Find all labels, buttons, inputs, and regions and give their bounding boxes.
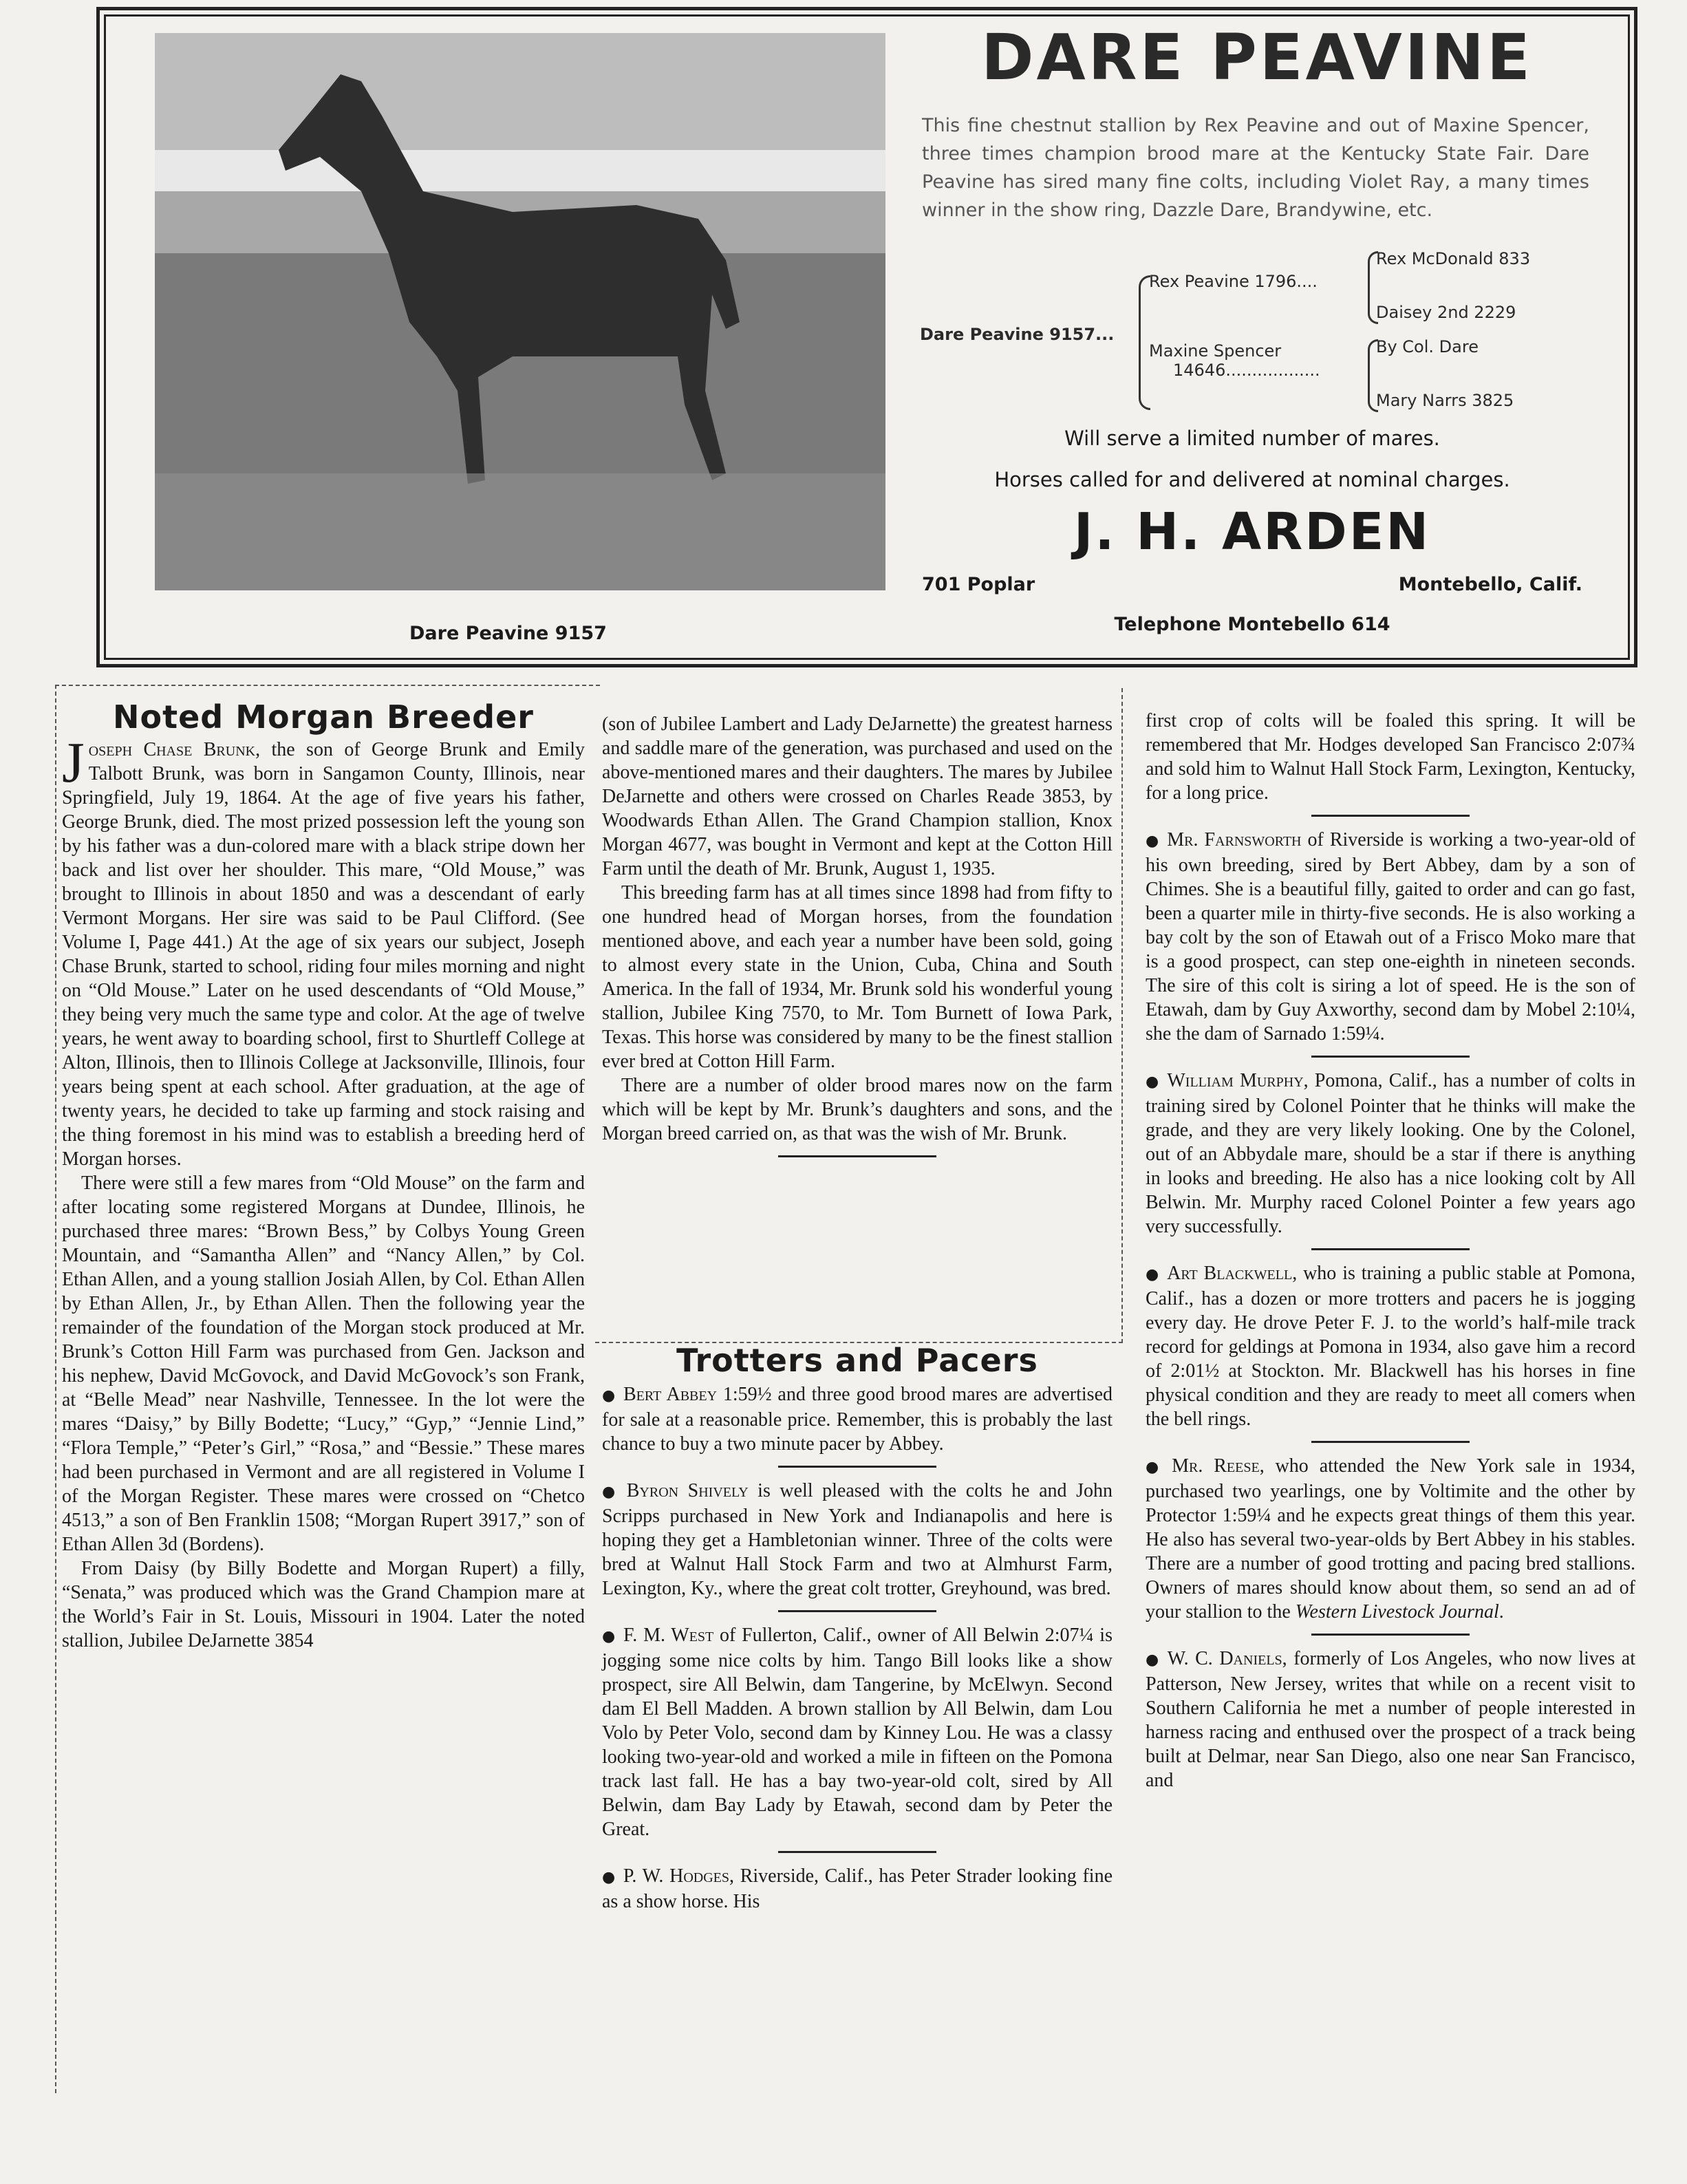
- journal-name: Western Livestock Journal: [1295, 1601, 1499, 1623]
- bullet-icon: ●: [602, 1484, 620, 1501]
- item-name: William Murphy: [1167, 1070, 1304, 1091]
- bullet-icon: ●: [1146, 833, 1161, 850]
- news-item: [1146, 1069, 1635, 1239]
- bullet-icon: ●: [1146, 1073, 1161, 1091]
- bullet-icon: ●: [1146, 1459, 1165, 1476]
- divider: [1311, 1441, 1470, 1443]
- item-name: Byron Shively: [626, 1480, 749, 1501]
- item-text: , Pomona, Calif., has a number of colts in training sired by Colonel Pointer that he thinks will make the grade, and they are very likely looking. One by the Colonel, out of an Abbydale mare, should be a star if there is anything in looks and breeding. He also has a nice looking colt by All Belwin. Mr. Murphy raced Colonel Pointer a few years ago very successfully.: [1146, 1070, 1635, 1237]
- paragraph-text: , the son of George Brunk and Emily Talbott Brunk, was born in Sangamon County, Illinois, near Springfield, July 19, 1864. At the age of five years his father, George Brunk, died. The most prized possession left the young son by his father was a dun-colored mare with a black stripe down her back and list over her shoulder. This mare, “Old Mouse,” was brought to Illinois in about 1850 and was a descendant of early Vermont Morgans. Her sire was said to be Paul Clifford. (See Volume I, Page 441.) At the age of six years our subject, Joseph Chase Brunk, started to school, riding four miles morning and night on “Old Mouse.” Later on he used descendants of “Old Mouse,” they being very much the same type and color. At the age of twelve years, he went away to boarding school, first to Shurtleff College at Alton, Illinois, then to Illinois College at Jacksonville, Illinois, four years being spent at each school. After graduation, at the age of twenty years, he decided to take up farming and stock raising and the thing foremost in his mind was to establish a breeding herd of Morgan horses.: [62, 739, 585, 1170]
- article-paragraph: [62, 731, 585, 1171]
- news-item: [602, 1623, 1113, 1841]
- article-paragraph: From Daisy (by Billy Bodette and Morgan Rupert) a filly, “Senata,” was produced which was the Grand Champion mare at the World’s Fair in St. Louis, Missouri in 1904. Later the noted stallion, Jubilee DeJarnette 3854: [62, 1558, 585, 1651]
- article-paragraph: There were still a few mares from “Old Mouse” on the farm and after locating some registered Morgans at Dundee, Illinois, he purchased three mares: “Brown Bess,” by Colbys Young Green Mountain, and “Samantha Allen” and “Nancy Allen,” by Col. Ethan Allen, and a young stallion Josiah Allen, by Col. Ethan Allen by Ethan Allen, Jr., by Ethan Allen. Then the following year the remainder of the foundation of the Morgan stock produced at Mr. Brunk’s Cotton Hill Farm was purchased from Gen. Jackson and his nephew, David McGovock, and David McGovock’s son Frank, at “Belle Mead” near Nashville, Tennessee. In the lot were the mares “Daisy,” by Billy Bodette; “Lucy,” “Gyp,” “Jennie Lind,” “Flora Temple,” “Peter’s Girl,” “Rosa,” and “Bessie.” These mares had been purchased in Vermont and are all registered in Volume I of the Morgan Register. These mares were crossed on “Chetco 4513,” a son of Ben Franklin 1508; “Morgan Rupert 3917,” son of Ethan Allen 3d (Bordens).: [62, 1173, 585, 1555]
- article-paragraph: There are a number of older brood mares now on the farm which will be kept by Mr. Brunk’s daughters and sons, and the Morgan breed carried on, as that was the wish of Mr. Brunk.: [602, 1075, 1113, 1144]
- news-item: [1146, 1647, 1635, 1792]
- article-paragraph: (son of Jubilee Lambert and Lady DeJarnette) the greatest harness and saddle mare of the generation, was purchased and used on the above-mentioned mares and their daughters. The mares by Jubilee DeJarnette and others were crossed on Charles Reade 3853, by Woodwards Ethan Allen. The Grand Champion stallion, Knox Morgan 4677, was bought in Vermont and kept at the Cotton Hill Farm until the death of Mr. Brunk, August 1, 1935.: [602, 714, 1113, 879]
- drop-cap: J: [62, 731, 85, 795]
- item-name: Art Blackwell: [1167, 1263, 1293, 1284]
- news-item: [602, 1479, 1113, 1600]
- bullet-icon: ●: [602, 1387, 616, 1404]
- news-item: [602, 1382, 1113, 1456]
- article-morgan-breeder-col2: [602, 712, 1113, 1168]
- news-item: [1146, 828, 1635, 1046]
- ad-delivery-line: Horses called for and delivered at nominal charges.: [994, 468, 1510, 491]
- item-text: of Fullerton, Calif., owner of All Belwin 2:07¼ is jogging some nice colts by him. Tango Bill looks like a show prospect, sire All Belwin, dam Tangerine, by McElwyn. Second dam El Bell Madden. A brown stallion by All Belwin, dam Lou Volo by Peter Volo, second dam by Kinney Lou. He was a classy looking two-year-old and worked a mile in fifteen on the Pomona track last fall. He has a bay two-year-old colt, sired by All Belwin, dam Bay Lady by Etawah, second dam by Peter the Great.: [602, 1625, 1113, 1840]
- article-trotters-pacers-col3: [1146, 709, 1635, 1792]
- item-name: Mr. Reese: [1172, 1455, 1260, 1477]
- divider: [1311, 1248, 1470, 1250]
- ad-description: This fine chestnut stallion by Rex Peavine and out of Maxine Spencer, three times champion brood mare at the Kentucky State Fair. Dare Peavine has sired many fine colts, including Violet Ray, a many times winner in the show ring, Dazzle Dare, Brandywine, etc.: [922, 115, 1589, 221]
- bullet-icon: ●: [1146, 1651, 1161, 1669]
- article-trotters-pacers-col2: [602, 1342, 1113, 1914]
- divider: [1311, 1056, 1470, 1058]
- horse-silhouette: [155, 33, 885, 590]
- bullet-icon: ●: [602, 1869, 616, 1886]
- ad-phone: Telephone Montebello 614: [1114, 614, 1390, 635]
- pedigree-dam-line1: Maxine Spencer: [1149, 341, 1282, 361]
- article-paragraph: first crop of colts will be foaled this spring. It will be remembered that Mr. Hodges developed San Francisco 2:07¾ and sold him to Walnut Hall Stock Farm, Lexington, Kentucky, for a long price.: [1146, 710, 1635, 804]
- divider: [778, 1155, 936, 1157]
- lead-name: oseph Chase Brunk: [88, 739, 256, 760]
- divider: [1311, 1634, 1470, 1636]
- divider: [778, 1851, 936, 1853]
- article-headline: Noted Morgan Breeder: [113, 698, 534, 736]
- pedigree-horse: Dare Peavine 9157...: [920, 325, 1115, 344]
- ad-owner-name: J. H. ARDEN: [1073, 502, 1431, 561]
- item-text: of Riverside is working a two-year-old of his own breeding, sired by Bert Abbey, dam by a son of Chimes. She is a beautiful filly, gaited to order and can go fast, been a quarter mile in thirty-five seconds. He is also working a bay colt by the son of Etawah out of a Frisco Moko mare that is a good prospect, can step one-eighth in nineteen seconds. The sire of this colt is siring a lot of speed. He is the son of Etawah, dam by Guy Axworthy, second dam by Mobel 2:10¼, she the dam of Sarnado 1:59¼.: [1146, 829, 1636, 1045]
- ad-city: Montebello, Calif.: [1398, 574, 1582, 595]
- item-text: 1:59½ and three good brood mares are advertised for sale at a reasonable price. Remember, this is probably the last chance to buy a two minute pacer by Abbey.: [602, 1384, 1113, 1455]
- item-text: , who is training a public stable at Pomona, Calif., has a dozen or more trotters and pacers he is jogging every day. He drove Peter F. J. to the world’s half-mile track record for geldings at Pomona in 1934, also gave him a record of 2:01½ at Stockton. Mr. Blackwell has his horses in fine physical condition and they are ready to meet all comers when the bell rings.: [1146, 1263, 1635, 1430]
- article-paragraph: This breeding farm has at all times since 1898 had from fifty to one hundred head of Morgan horses, from the foundation mentioned above, and each year a number have been sold, going to almost every state in the Union, Cuba, China and South America. In the fall of 1934, Mr. Brunk sold his wonderful young stallion, Jubilee King 7570, to Mr. Tom Burnett of Iowa Park, Texas. This horse was considered by many to be the finest stallion ever bred at Cotton Hill Farm.: [602, 882, 1113, 1072]
- pedigree-sire-sire: Rex McDonald 833: [1376, 249, 1531, 268]
- item-text: , Riverside, Calif., has Peter Strader looking fine as a show horse. His: [602, 1865, 1113, 1912]
- ad-service-line: Will serve a limited number of mares.: [1064, 427, 1440, 450]
- news-item: [1146, 1454, 1635, 1624]
- item-name: F. M. West: [623, 1625, 714, 1646]
- item-name: W. C. Daniels: [1167, 1648, 1282, 1669]
- item-name: P. W. Hodges: [623, 1865, 730, 1887]
- ad-title: DARE PEAVINE: [981, 21, 1533, 94]
- pedigree-sire-dam: Daisey 2nd 2229: [1376, 303, 1516, 322]
- article-headline: Trotters and Pacers: [676, 1342, 1038, 1379]
- item-text: , formerly of Los Angeles, who now lives at Patterson, New Jersey, writes that while on a recent visit to Southern California he met a number of people interested in harness racing and enthused over the prospect of a track being built at Delmar, near San Diego, also one near San Francisco, and: [1146, 1648, 1635, 1791]
- ad-address: 701 Poplar: [922, 574, 1035, 595]
- item-name: Mr. Farnsworth: [1167, 829, 1302, 850]
- divider: [1311, 815, 1470, 817]
- divider: [778, 1466, 936, 1468]
- photo-caption: Dare Peavine 9157: [409, 623, 607, 644]
- item-text: , who attended the New York sale in 1934, purchased two yearlings, one by Voltimite and the other by Protector 1:59¼ and he expects great things of them this year. He also has several two-year-olds by Bert Abbey in his stables. There are a number of good trotting and pacing bred stallions. Owners of mares should know about them, so send an ad of your stallion to the: [1146, 1455, 1636, 1623]
- pedigree-dam-line2: 14646..................: [1173, 361, 1320, 380]
- news-item: [602, 1864, 1113, 1914]
- divider: [778, 1610, 936, 1612]
- bullet-icon: ●: [1146, 1266, 1161, 1283]
- item-name: Bert Abbey: [623, 1384, 718, 1405]
- bullet-icon: ●: [602, 1628, 616, 1645]
- item-text-end: .: [1498, 1601, 1504, 1623]
- pedigree-dam-sire: By Col. Dare: [1376, 337, 1479, 356]
- pedigree-dam-dam: Mary Narrs 3825: [1376, 391, 1514, 410]
- news-item: [1146, 1261, 1635, 1431]
- item-text: is well pleased with the colts he and John Scripps purchased in New York and Indianapolis and here is hoping they get a Hambletonian winner. Three of the colts were bred at Walnut Hall Stock Farm and two at Almhurst Farm, Lexington, Ky., where the great colt trotter, Greyhound, was bred.: [602, 1480, 1113, 1599]
- pedigree-sire: Rex Peavine 1796....: [1149, 272, 1318, 291]
- article-morgan-breeder-col1: [62, 698, 585, 1653]
- horse-photo: [155, 33, 885, 590]
